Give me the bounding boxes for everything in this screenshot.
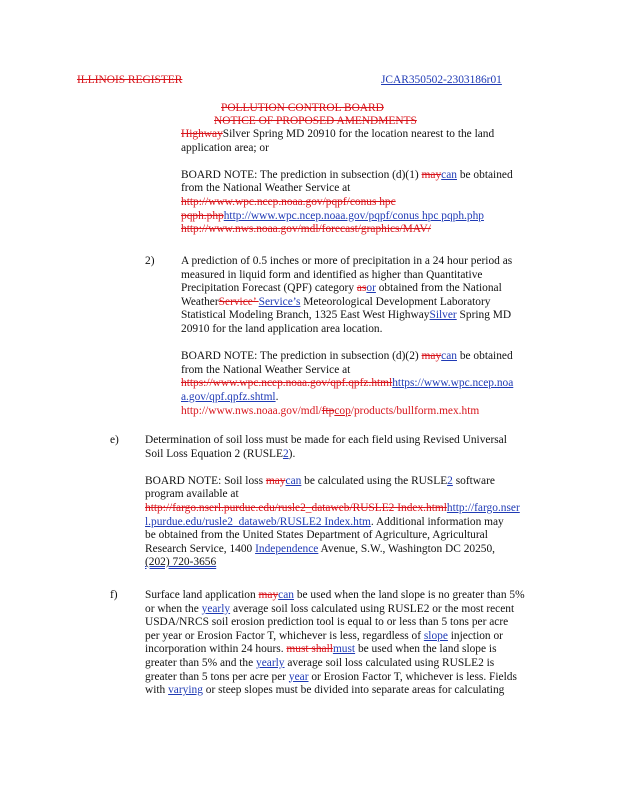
inserted-url[interactable]: http://www.wpc.ncep.noaa.gov/pqpf/conus hpc pqph.php — [223, 209, 484, 222]
board-title: POLLUTION CONTROL BOARD — [221, 102, 384, 114]
deleted-text: may — [421, 350, 442, 363]
text: USDA/NRCS soil erosion prediction tool is equal to or less than 5 tons per acre — [145, 616, 509, 629]
deleted-text: may — [258, 589, 279, 601]
inserted-url[interactable]: https://www.wpc.ncep.noa — [392, 377, 514, 390]
deleted-text: must shall — [286, 643, 333, 656]
item-2-number: 2) — [145, 255, 155, 267]
inserted-text: Silver — [429, 309, 457, 322]
inserted-text: slope — [423, 629, 448, 642]
text: application area; or — [181, 141, 269, 154]
inserted-text: or — [366, 282, 376, 295]
inserted-text: can — [441, 350, 457, 363]
deleted-url[interactable]: pqph.php — [181, 209, 224, 222]
text: program available at — [145, 488, 239, 501]
board-note-label: BOARD NOTE: The prediction in subsection (d)(2) — [181, 350, 422, 363]
text: 20910 for the land application area location. — [181, 322, 383, 335]
inserted-text: can — [285, 474, 302, 487]
deleted-text: may — [421, 168, 442, 181]
inserted-url[interactable]: l.purdue.edu/rusle2_dataweb/RUSLE2 Index.htm — [145, 515, 371, 528]
inserted-text: 2 — [447, 474, 453, 487]
url[interactable]: /products/bullform.mex.htm — [350, 404, 480, 417]
deleted-text: ftp — [321, 404, 335, 417]
inserted-url[interactable]: http://fargo.nser — [446, 501, 520, 514]
inserted-text: cop — [334, 404, 351, 417]
inserted-text: year — [288, 670, 309, 683]
inserted-url[interactable]: a.gov/qpf.qpfz.shtml — [181, 390, 276, 403]
inserted-text: Independence — [255, 542, 319, 555]
deleted-url[interactable]: http://www.wpc.ncep.noaa.gov/pqpf/conus hpc — [181, 195, 396, 208]
inserted-text: yearly — [256, 656, 285, 669]
inserted-text: varying — [168, 684, 203, 697]
deleted-url[interactable]: http://www.nws.noaa.gov/mdl/forecast/graphics/MAV/ — [181, 223, 431, 236]
item-e-block: Determination of soil loss must be made for each field using Revised Universal Soil Loss Equation 2 (RUSLE2). BOARD NOTE: Soil loss maycan be calculated using the RUSLE2 software program available at http://fargo.nserl.purdue.edu/rusle2_dataweb/RUSLE2 Index.htmlhttp://fargo.nser l.purdue.edu/rusle2_dataweb/RUSLE2 Index.htm. Additional information may be obtained from the United States Department of Agriculture, Agricultural Research Service, 1400 Independence Avenue, S.W., Washington DC 20250, (202) 720-3656 — [145, 434, 520, 569]
text: be obtained — [456, 168, 513, 181]
item-2-block: A prediction of 0.5 inches or more of precipitation in a 24 hour period as measured in liquid form and identified as higher than Quantitative Precipitation Forecast (QPF) category asor obtained from the National WeatherService’ Service’s Meteorological Development Laboratory Statistical Modeling Branch, 1325 East West HighwaySilver Spring MD 20910 for the land application area location. BOARD NOTE: The prediction in subsection (d)(2) maycan be obtained from the National Weather Service at https://www.wpc.ncep.noaa.gov/qpf.qpfz.htmlhttps://www.wpc.ncep.noa a.gov/qpf.qpfz.shtml. http://www.nws.noaa.gov/mdl/ftpcop/products/bullform.mex.htm — [181, 255, 514, 417]
notice-title: NOTICE OF PROPOSED AMENDMENTS — [214, 115, 417, 127]
item-f-block: Surface land application maycan be used when the land slope is no greater than 5% or when the yearly average soil loss calculated using RUSLE2 or the most recent USDA/NRCS soil erosion prediction tool is equal to or less than 5 tons per acre per year or Erosion Factor T, whichever is less, regardless of slope injection or incorporation within 24 hours. must shallmust be used when the land slope is greater than 5% and the yearly average soil loss calculated using RUSLE2 is greater than 5 tons per acre per year or Erosion Factor T, whichever is less. Fields with varying or steep slopes must be divided into separate areas for calculating — [145, 589, 525, 697]
text: A prediction of 0.5 inches or more of precipitation in a 24 hour period as — [181, 255, 513, 267]
register-title: ILLINOIS REGISTER — [77, 74, 183, 86]
deleted-text: as — [356, 282, 367, 295]
jcar-code: JCAR350502-2303186r01 — [381, 74, 502, 86]
inserted-text: Service’s — [258, 295, 301, 308]
url[interactable]: http://www.nws.noaa.gov/mdl/ — [181, 404, 322, 417]
top-block — [181, 128, 513, 237]
text: measured in liquid form and identified as higher than Quantitative — [181, 268, 483, 281]
inserted-text: can — [278, 589, 294, 601]
text: from the National Weather Service at — [181, 363, 351, 376]
text: from the National Weather Service at — [181, 182, 351, 195]
text: Silver Spring MD 20910 for the location nearest to the land — [222, 128, 495, 140]
inserted-text: yearly — [201, 602, 231, 615]
deleted-text: may — [265, 474, 286, 487]
text: Determination of soil loss must be made for each field using Revised Universal — [145, 434, 507, 446]
item-e-label: e) — [110, 434, 119, 446]
inserted-text: must — [332, 643, 356, 656]
item-f-label: f) — [110, 589, 118, 601]
deleted-text: Highway — [181, 128, 223, 140]
deleted-text: Service’ — [218, 295, 259, 308]
board-note-label: BOARD NOTE: Soil loss — [145, 474, 266, 487]
deleted-url[interactable]: https://www.wpc.ncep.noaa.gov/qpf.qpfz.html — [181, 377, 393, 390]
inserted-text: can — [441, 168, 457, 181]
inserted-text: 2 — [282, 447, 289, 460]
text: be obtained from the United States Department of Agriculture, Agricultural — [145, 529, 488, 542]
deleted-url[interactable]: http://fargo.nserl.purdue.edu/rusle2_dataweb/RUSLE2 Index.html — [145, 501, 447, 514]
board-note-label: BOARD NOTE: The prediction in subsection (d)(1) — [181, 168, 422, 181]
phone-number: (202) 720-3656 — [145, 556, 217, 569]
